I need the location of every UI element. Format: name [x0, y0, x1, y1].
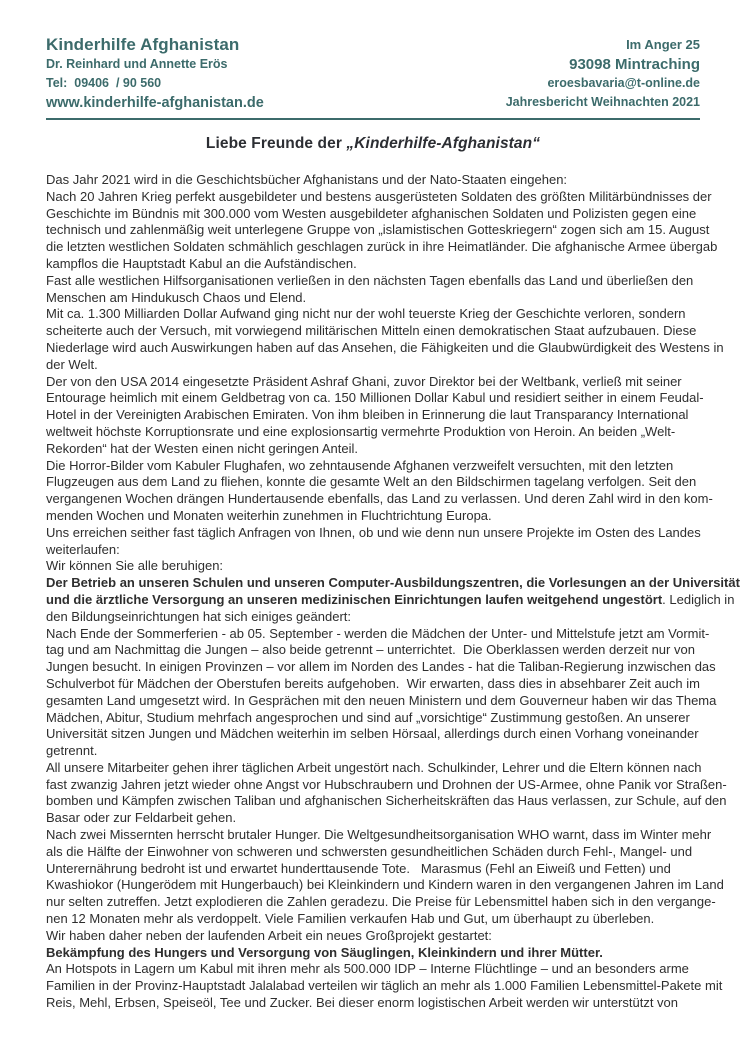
body-line: Entourage heimlich mit einem Geldbetrag von ca. 150 Millionen Dollar Kabul und residiert seither in einem Feudal- — [46, 390, 704, 406]
body-line: technisch und zahlenmäßig weit unterlegene Gruppe von „islamistischen Gotteskriegern“ zogen sich am 15. August — [46, 222, 710, 238]
body-line: Unterernährung bedroht ist und erwartet hunderttausende Tote. Marasmus (Fehl an Eiweiß und Fetten) und — [46, 860, 671, 876]
email-text: eroesbavaria@t-online.de — [547, 76, 700, 90]
body-line: Universität sitzen Jungen und Mädchen weiterhin im selben Hörsaal, allerdings durch einen Vorhang voneinander — [46, 726, 699, 742]
letterhead-right — [506, 34, 700, 112]
body-line: weiterlaufen: — [46, 541, 120, 557]
body-line: scheiterte auch der Versuch, mit vorwiegend militärischen Mitteln einen demokratischen Staat aufzubauen. Diese — [46, 323, 697, 339]
address-city: 93098 Mintraching — [569, 56, 700, 73]
body-line: Die Horror-Bilder vom Kabuler Flughafen, wo zehntausende Afghanen verzweifelt versuchten, mit den letzten — [46, 457, 674, 473]
body-line: nen 12 Monaten mehr als verdoppelt. Viele Familien verkaufen Hab und Gut, um überhaupt zu überleben. — [46, 911, 655, 927]
body-line: Flugzeugen aus dem Land zu fliehen, konnte die gesamte Welt an den Bildschirmen tagelang verfolgen. Seit den — [46, 474, 697, 490]
letter-title — [46, 135, 700, 153]
body-line: Wir können Sie alle beruhigen: — [46, 558, 224, 574]
body-line: Uns erreichen seither fast täglich Anfragen von Ihnen, ob und wie denn nun unsere Projekte im Osten des Landes — [46, 524, 701, 540]
body-line: Nach zwei Missernten herrscht brutaler Hunger. Die Weltgesundheitsorganisation WHO warnt, dass im Winter mehr — [46, 827, 712, 843]
body-line: Fast alle westlichen Hilfsorganisationen verließen in den nächsten Tagen ebenfalls das Land und überließen den — [46, 272, 694, 288]
body-line: gesamten Land umgesetzt wird. In Gesprächen mit den neuen Ministern und dem Gouverneur haben wir das Thema — [46, 692, 717, 708]
body-line: der Welt. — [46, 356, 98, 372]
body-line: An Hotspots in Lagern um Kabul mit ihren mehr als 500.000 IDP – Interne Flüchtlinge – und an besonders arme — [46, 961, 689, 977]
body-line: Das Jahr 2021 wird in die Geschichtsbücher Afghanistans und der Nato-Staaten eingehen: — [46, 172, 568, 187]
body-line: Mädchen, Abitur, Studium mehrfach angesprochen und sind auf „vorsichtige“ Zustimmung gestoßen. An unserer — [46, 709, 690, 725]
body-line: Basar oder zur Feldarbeit gehen. — [46, 810, 237, 826]
website-text: www.kinderhilfe-afghanistan.de — [46, 95, 264, 111]
letterhead — [46, 34, 700, 113]
body-line: den Bildungseinrichtungen hat sich einiges geändert: — [46, 608, 351, 624]
body-line: kampflos die Hauptstadt Kabul an die Aufständischen. — [46, 255, 357, 271]
body-text — [46, 172, 740, 1012]
body-line: Der Betrieb an unseren Schulen und unseren Computer-Ausbildungszentren, die Vorlesungen an der Universität — [46, 575, 740, 591]
phone-line: Tel: 09406 / 90 560 — [46, 76, 162, 90]
body-line: getrennt. — [46, 743, 98, 759]
header-divider — [46, 118, 700, 120]
body-line: Rekorden“ hat der Westen einen nicht geringen Anteil. — [46, 440, 358, 456]
body-line: bomben und Kämpfen zwischen Taliban und afghanischen Sicherheitskräften das Haus verlassen, zur Schule, auf den — [46, 793, 727, 809]
body-line: vergangenen Wochen drängen Hundertausende ebenfalls, das Land zu verlassen. Und deren Zahl wird in den kom- — [46, 491, 713, 507]
report-label: Jahresbericht Weihnachten 2021 — [505, 95, 700, 109]
body-line: Schulverbot für Mädchen der Oberstufen bereits aufgehoben. Wir erwarten, dass dies in absehbarer Zeit auch im — [46, 675, 700, 691]
org-name: Kinderhilfe Afghanistan — [46, 35, 240, 54]
body-line: Jungen besucht. In einigen Provinzen – vor allem im Norden des Landes - hat die Taliban-Regierung inzwischen das — [46, 659, 716, 675]
letter-title-quoted: „Kinderhilfe-Afghanistan“ — [346, 135, 541, 152]
body-line: tag und am Nachmittag die Jungen – also beide getrennt – unterrichtet. Die Oberklassen werden derzeit nur von — [46, 642, 695, 658]
body-line: Hotel in der Vereinigten Arabischen Emiraten. Von ihm bleiben in Erinnerung die laut Transparancy International — [46, 407, 689, 423]
body-line: menden Wochen und Monaten weiterhin zunehmen in Fluchtrichtung Europa. — [46, 507, 492, 523]
body-line: als die Hälfte der Einwohner von schweren und schwersten gesundheitlichen Schäden durch Fehl-, Mangel- und — [46, 843, 693, 859]
contact-names: Dr. Reinhard und Annette Erös — [46, 57, 228, 71]
body-line: Familien in der Provinz-Hauptstadt Jalalabad verteilen wir täglich an mehr als 1.000 Familien Lebensmittel-Pakete mit — [46, 978, 723, 994]
body-line: die letzten westlichen Soldaten schmählich geschlagen zurück in ihre Heimatländer. Die afghanische Armee übergab — [46, 239, 718, 255]
body-line: und die ärztliche Versorgung an unseren medizinischen Einrichtungen laufen weitgehend ungestört. Lediglich in — [46, 591, 735, 607]
body-line: All unsere Mitarbeiter gehen ihrer täglichen Arbeit ungestört nach. Schulkinder, Lehrer und die Eltern können nach — [46, 759, 702, 775]
body-line: Geschichte im Bündnis mit 300.000 vom Westen ausgebildeter afghanischen Soldaten und Polizisten gegen eine — [46, 205, 697, 221]
body-line: Nach 20 Jahren Krieg perfekt ausgebildeter und bestens ausgerüsteten Soldaten des größten Militärbündnisses der — [46, 188, 712, 204]
body-line: Nach Ende der Sommerferien - ab 05. September - werden die Mädchen der Unter- und Mittelstufe jetzt am Vormit- — [46, 625, 710, 641]
body-line: Reis, Mehl, Erbsen, Speiseöl, Tee und Zucker. Bei dieser enorm logistischen Arbeit werden wir unterstützt von — [46, 995, 679, 1011]
body-line: nur selten zutreffen. Jetzt explodieren die Zahlen geradezu. Die Preise für Lebensmittel haben sich in den vergange- — [46, 894, 716, 910]
body-line: Der von den USA 2014 eingesetzte Präsident Ashraf Ghani, zuvor Direktor bei der Weltbank, verließ mit seiner — [46, 373, 682, 389]
body-line: Kwashiokor (Hungerödem mit Hungerbauch) bei Kleinkindern und Kindern waren in den vergangenen Jahren im Land — [46, 877, 724, 893]
letter-title-prefix: Liebe Freunde der — [205, 135, 347, 152]
letterhead-left — [46, 34, 264, 113]
body-line: weltweit höchste Korruptionsrate und eine explosionsartig vermehrte Produktion von Heroin. An beiden „Welt- — [46, 423, 676, 439]
address-street: Im Anger 25 — [626, 37, 700, 52]
body-line: Mit ca. 1.300 Milliarden Dollar Aufwand ging nicht nur der wohl teuerste Krieg der Geschichte verloren, sondern — [46, 306, 686, 322]
body-line: Wir haben daher neben der laufenden Arbeit ein neues Großprojekt gestartet: — [46, 927, 492, 943]
body-line: Bekämpfung des Hungers und Versorgung von Säuglingen, Kleinkindern und ihrer Mütter. — [46, 944, 603, 960]
body-line: Niederlage wird auch Auswirkungen haben auf das Ansehen, die Fähigkeiten und die Glaubwürdigkeit des Westens in — [46, 339, 724, 355]
body-line: fast zwanzig Jahren jetzt wieder ohne Angst vor Hubschraubern und Drohnen der US-Armee, ohne Panik vor Straßen- — [46, 776, 727, 792]
body-line: Menschen am Hindukusch Chaos und Elend. — [46, 289, 307, 305]
